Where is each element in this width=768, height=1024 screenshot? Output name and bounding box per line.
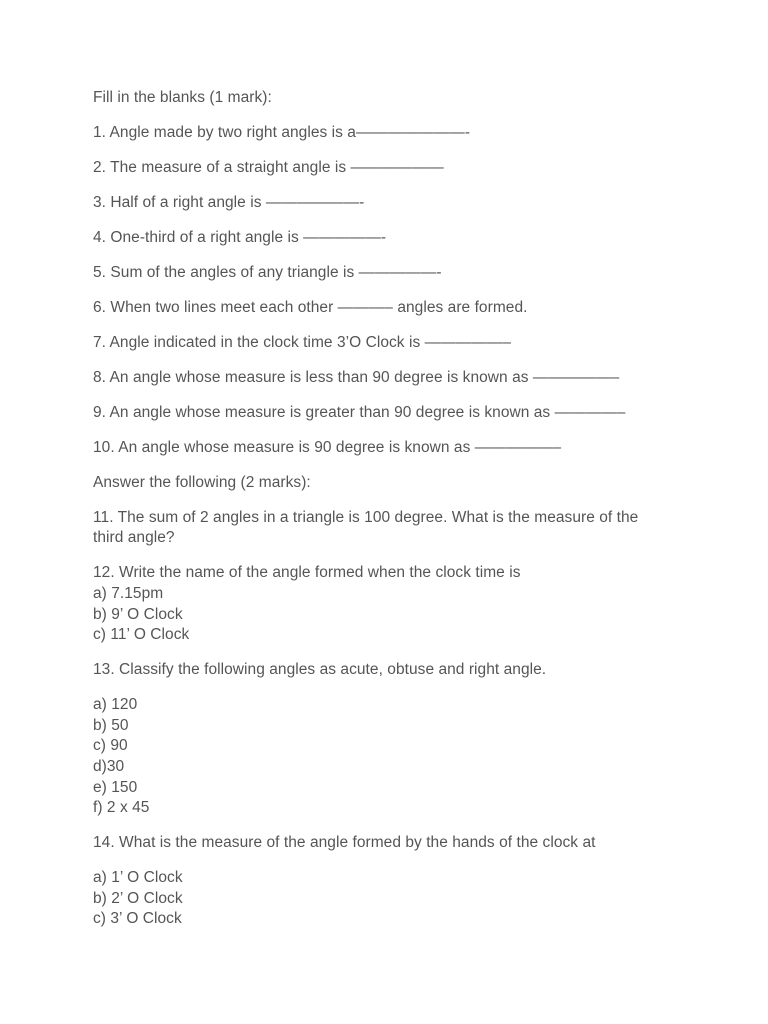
question-13-option-d: d)30 [93, 757, 125, 775]
fill-item-3: 3. Half of a right angle is ——————- [93, 193, 365, 211]
answer-heading: Answer the following (2 marks): [93, 473, 311, 491]
question-14-option-a: a) 1’ O Clock [93, 869, 183, 887]
fill-blanks-heading: Fill in the blanks (1 mark): [93, 89, 272, 106]
fill-item-2: 2. The measure of a straight angle is —————— [93, 158, 444, 176]
fill-item-7: 7. Angle indicated in the clock time 3’O Clock is —————– [93, 333, 512, 351]
question-13-options [93, 695, 673, 819]
question-12 [93, 563, 673, 645]
worksheet [93, 88, 673, 944]
question-13-option-e: e) 150 [93, 778, 138, 796]
question-14-option-c: c) 3’ O Clock [93, 910, 182, 928]
fill-item-10: 10. An angle whose measure is 90 degree is known as —————– [93, 438, 562, 456]
question-14-option-b: b) 2’ O Clock [93, 889, 183, 907]
fill-item-6: 6. When two lines meet each other ———– angles are formed. [93, 298, 528, 316]
question-13-option-a: a) 120 [93, 696, 138, 714]
question-12-option-c: c) 11’ O Clock [93, 626, 190, 644]
question-13-option-f: f) 2 x 45 [93, 799, 150, 817]
question-13-text: 13. Classify the following angles as acute, obtuse and right angle. [93, 661, 547, 679]
question-11: 11. The sum of 2 angles in a triangle is 100 degree. What is the measure of the third angle? [93, 508, 639, 547]
question-14-text: 14. What is the measure of the angle formed by the hands of the clock at [93, 834, 596, 852]
fill-item-8: 8. An angle whose measure is less than 90 degree is known as —————– [93, 368, 620, 386]
question-13-option-c: c) 90 [93, 737, 128, 755]
question-14-options [93, 868, 673, 930]
question-13-option-b: b) 50 [93, 716, 129, 734]
fill-item-4: 4. One-third of a right angle is —————- [93, 228, 387, 246]
fill-item-9: 9. An angle whose measure is greater than 90 degree is known as ————– [93, 403, 626, 421]
question-12-text: 12. Write the name of the angle formed when the clock time is [93, 564, 521, 582]
question-12-option-b: b) 9’ O Clock [93, 605, 183, 623]
question-12-option-a: a) 7.15pm [93, 584, 164, 602]
fill-item-5: 5. Sum of the angles of any triangle is —————- [93, 263, 442, 281]
fill-item-1: 1. Angle made by two right angles is a———————- [93, 123, 471, 141]
